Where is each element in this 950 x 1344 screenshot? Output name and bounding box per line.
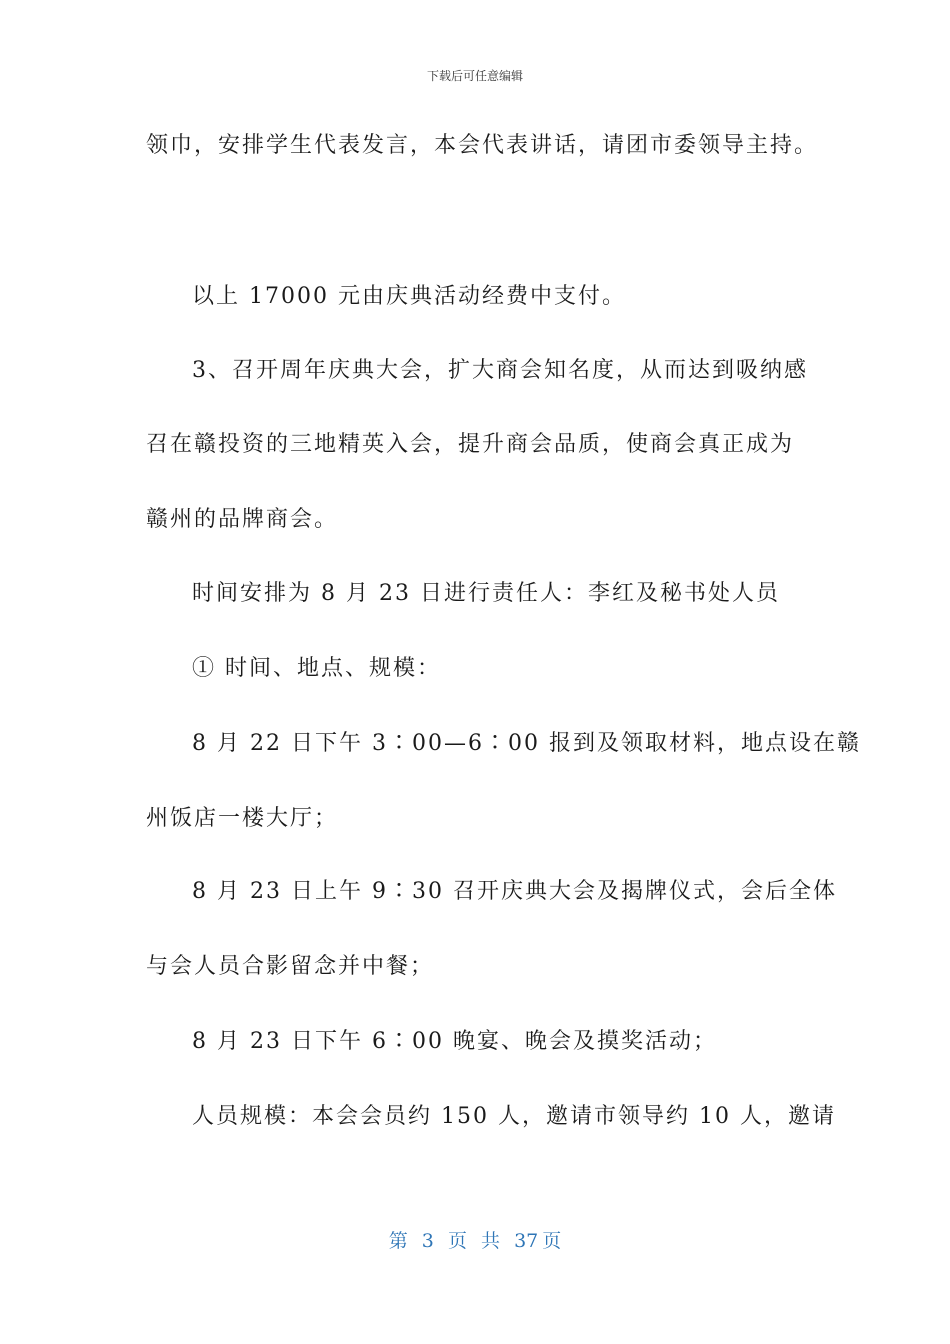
body-line-1: 领巾，安排学生代表发言，本会代表讲话，请团市委领导主持。 [146,133,819,158]
body-line-6: 时间安排为 8 月 23 日进行责任人：李红及秘书处人员 [192,581,780,606]
body-line-2: 以上 17000 元由庆典活动经费中支付。 [192,284,626,309]
body-line-9: 州饭店一楼大厅； [146,806,339,831]
page-header: 下载后可任意编辑 [426,69,523,83]
body-line-8: 8 月 22 日下午 3∶00—6∶00 报到及领取材料，地点设在赣 [192,731,861,756]
body-line-7: ① 时间、地点、规模： [192,656,441,681]
body-line-13: 人员规模：本会会员约 150 人，邀请市领导约 10 人，邀请 [192,1104,836,1129]
page-footer [0,1226,950,1253]
footer-gong: 共 [481,1230,501,1252]
footer-ye: 页 [447,1230,467,1252]
body-line-11: 与会人员合影留念并中餐； [146,954,435,979]
body-line-12: 8 月 23 日下午 6∶00 晚宴、晚会及摸奖活动； [192,1029,717,1054]
body-line-5: 赣州的品牌商会。 [146,507,339,532]
footer-current-page: 3 [421,1230,434,1252]
footer-ye2: 页 [542,1230,562,1252]
body-line-3: 3、召开周年庆典大会，扩大商会知名度，从而达到吸纳感 [192,358,808,383]
footer-total-pages: 37 [514,1230,539,1252]
footer-di: 第 [388,1230,408,1252]
body-line-4: 召在赣投资的三地精英入会，提升商会品质，使商会真正成为 [146,432,795,457]
body-line-10: 8 月 23 日上午 9∶30 召开庆典大会及揭牌仪式，会后全体 [192,879,837,904]
